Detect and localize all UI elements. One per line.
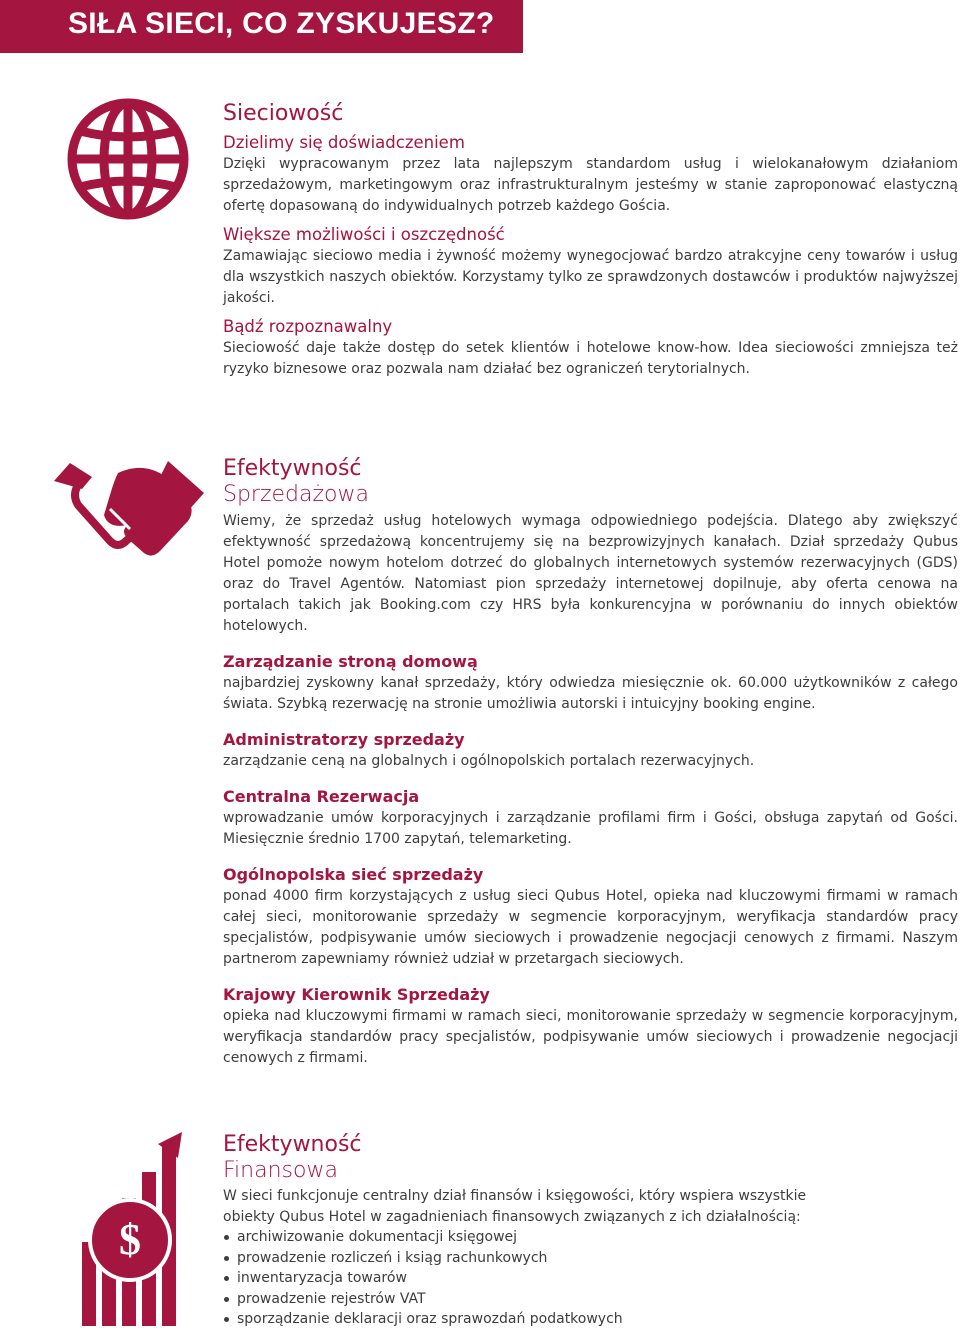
networking-title: Sieciowość [223,101,344,126]
networking-block-text: Dzięki wypracowanym przez lata najlepszym standardom usług i wielokanałowym działaniom sprzedażowym, marketingowym oraz infrastrukturalnym jesteśmy w stanie zaproponować elastyczną ofertę dopasowaną do indywidualnych potrzeb każdego Gościa. [223,156,958,214]
dollar-symbol: $ [119,1215,141,1264]
finance-section [223,1131,958,1330]
networking-block [223,316,958,380]
networking-block-heading: Dzielimy się doświadczeniem [223,133,465,152]
networking-section [223,100,958,380]
list-item: inwentaryzacja towarów [223,1268,958,1289]
sales-block-text: najbardziej zyskowny kanał sprzedaży, który odwiedza miesięcznie ok. 60.000 użytkowników z całego świata. Szybką rezerwację na stronie umożliwia autorski i intuicyjny booking engine. [223,675,958,712]
page-title: SIŁA SIECI, CO ZYSKUJESZ? [68,7,495,40]
networking-block-heading: Większe możliwości i oszczędność [223,225,505,244]
list-item: prowadzenie rejestrów VAT [223,1289,958,1310]
list-item: archiwizowanie dokumentacji księgowej [223,1227,958,1248]
handshake-icon [48,455,208,565]
sales-block-heading: Krajowy Kierownik Sprzedaży [223,985,490,1004]
list-item: sporządzanie deklaracji oraz sprawozdań podatkowych [223,1309,958,1330]
sales-block [223,651,958,715]
networking-block [223,132,958,217]
finance-title: Efektywność [223,1132,362,1157]
sales-block-text: wprowadzanie umów korporacyjnych i zarządzanie profilami firm i Gości, obsługa zapytań od Gości. Miesięcznie średnio 1700 zapytań, telemarketing. [223,810,958,847]
finance-bullet-list [223,1227,958,1330]
sales-block [223,729,958,772]
networking-block-text: Sieciowość daje także dostęp do setek klientów i hotelowe know-how. Idea sieciowości zmniejsza też ryzyko biznesowe oraz pozwala nam działać bez ograniczeń terytorialnych. [223,340,958,377]
sales-block [223,786,958,850]
sales-block-text: ponad 4000 firm korzystających z usług sieci Qubus Hotel, opieka nad kluczowymi firmami w ramach całej sieci, monitorowanie sprzedaży w segmencie korporacyjnym, weryfikacja standardów pracy specjalistów, podpisywanie umów sieciowych i prowadzenie negocjacji cenowych z firmami. Naszym partnerom zapewniamy również udział w przetargach sieciowych. [223,888,958,967]
dollar-growth-icon [78,1130,190,1326]
sales-block-heading: Ogólnopolska sieć sprzedaży [223,865,484,884]
globe-icon [66,97,190,221]
networking-block-text: Zamawiając sieciowo media i żywność możemy wynegocjować bardzo atrakcyjne ceny towarów i usług dla wszystkich naszych obiektów. Korzystamy tylko ze sprawdzonych dostawców i produktów najwyższej jakości. [223,248,958,306]
list-item: prowadzenie rozliczeń i ksiąg rachunkowych [223,1248,958,1269]
sales-block-heading: Zarządzanie stroną domową [223,652,478,671]
sales-intro: Wiemy, że sprzedaż usług hotelowych wymaga odpowiedniego podejścia. Dlatego aby zwiększyć efektywność sprzedażową koncentrujemy się na bezprowizyjnych kanałach. Dział sprzedaży Qubus Hotel pomoże nowym hotelom dotrzeć do globalnych internetowych systemów rezerwacyjnych (GDS) oraz do Travel Agentów. Natomiast pion sprzedaży internetowej dopilnuje, aby oferta cenowa na portalach takich jak Booking.com czy HRS była konkurencyjna w porównaniu do innych obiektów hotelowych. [223,513,958,634]
sales-block [223,864,958,970]
sales-block-text: opieka nad kluczowymi firmami w ramach sieci, monitorowanie sprzedaży w segmencie korporacyjnym, weryfikacja standardów pracy specjalistów, podpisywanie umów sieciowych i prowadzenie negocjacji cenowych z firmami. [223,1008,958,1066]
sales-section [223,455,958,1069]
sales-block [223,984,958,1069]
sales-block-heading: Administratorzy sprzedaży [223,730,465,749]
networking-block-heading: Bądź rozpoznawalny [223,317,393,336]
networking-block [223,224,958,309]
sales-title: Efektywność [223,456,362,481]
sales-subtitle: Sprzedażowa [223,482,369,507]
finance-subtitle: Finansowa [223,1158,338,1183]
header-banner [0,0,523,53]
sales-block-heading: Centralna Rezerwacja [223,787,420,806]
sales-block-text: zarządzanie ceną na globalnych i ogólnopolskich portalach rezerwacyjnych. [223,753,755,769]
finance-intro: W sieci funkcjonuje centralny dział finansów i księgowości, który wspiera wszystkie obiekty Qubus Hotel w zagadnieniach finansowych związanych z ich działalnością: [223,1188,807,1225]
